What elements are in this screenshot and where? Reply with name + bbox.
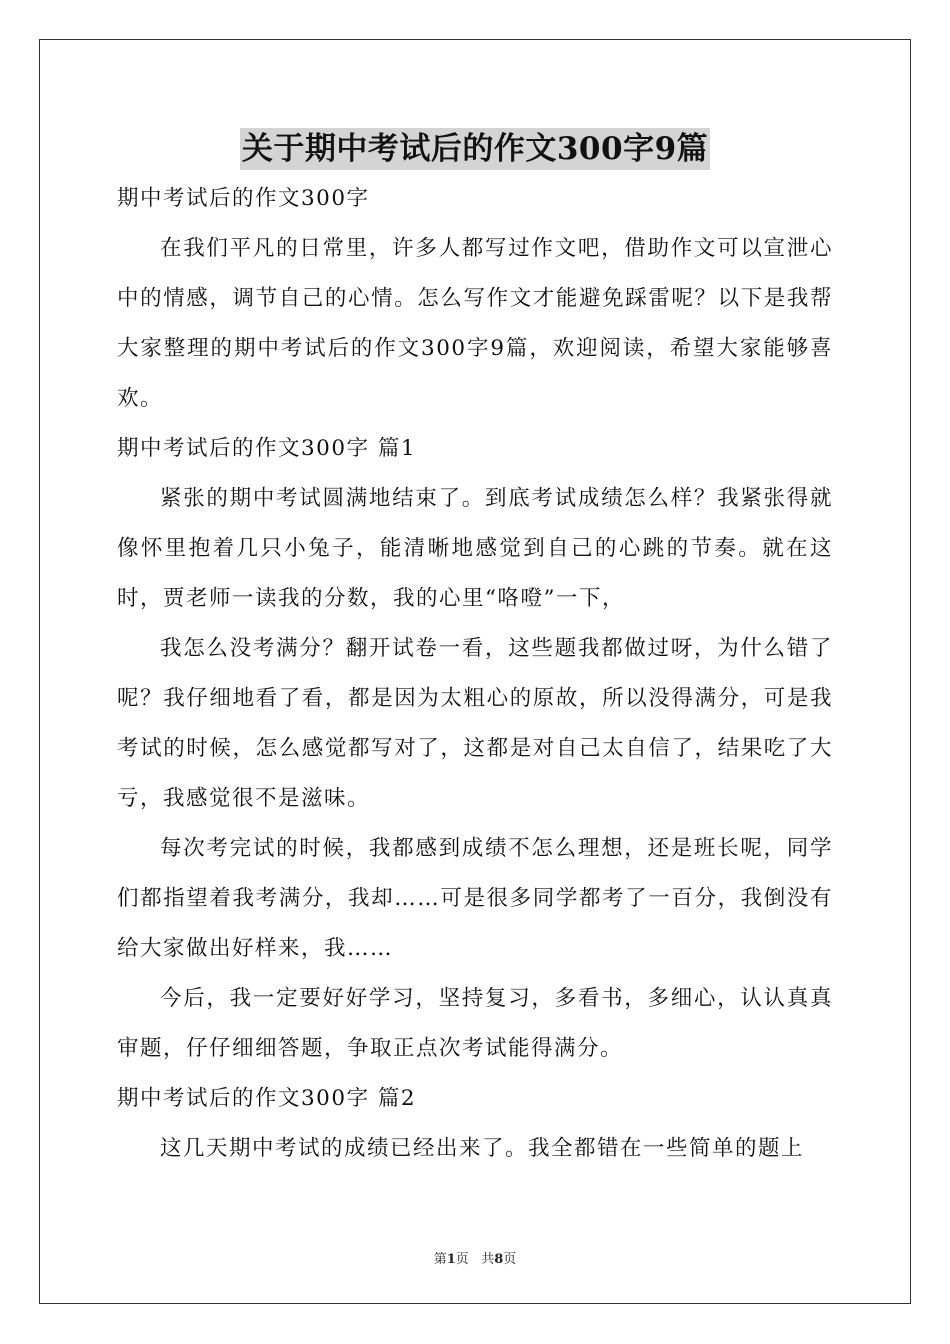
body-paragraph: 我怎么没考满分？翻开试卷一看，这些题我都做过呀，为什么错了呢？我仔细地看了看，都是因为太粗心的原故，所以没得满分，可是我考试的时候，怎么感觉都写对了，这都是对自己太自信了，结果吃了大亏，我感觉很不是滋味。 [117, 636, 833, 811]
section-heading: 期中考试后的作文300字 篇2 [117, 1086, 417, 1111]
section-heading: 期中考试后的作文300字 篇1 [117, 436, 417, 461]
body-paragraph: 这几天期中考试的成绩已经出来了。我全都错在一些简单的题上 [160, 1136, 805, 1161]
body-paragraph: 在我们平凡的日常里，许多人都写过作文吧，借助作文可以宣泄心中的情感，调节自己的心情。怎么写作文才能避免踩雷呢？以下是我帮大家整理的期中考试后的作文300字9篇，欢迎阅读，希望大家能够喜欢。 [117, 236, 833, 411]
document-title: 关于期中考试后的作文300字9篇 [240, 128, 710, 170]
title-container [0, 128, 950, 170]
total-prefix: 共 [481, 1252, 495, 1267]
document-body [117, 174, 833, 1174]
page-number: 1 [446, 1252, 456, 1267]
page-footer [0, 1248, 950, 1267]
page-prefix: 第 [433, 1252, 447, 1267]
body-paragraph: 今后，我一定要好好学习，坚持复习，多看书，多细心，认认真真审题，仔仔细细答题，争取正点次考试能得满分。 [117, 986, 833, 1061]
body-paragraph: 紧张的期中考试圆满地结束了。到底考试成绩怎么样？我紧张得就像怀里抱着几只小兔子，能清晰地感觉到自己的心跳的节奏。就在这时，贾老师一读我的分数，我的心里“咯噔”一下， [117, 486, 833, 611]
body-paragraph: 每次考完试的时候，我都感到成绩不怎么理想，还是班长呢，同学们都指望着我考满分，我却……可是很多同学都考了一百分，我倒没有给大家做出好样来，我…… [117, 836, 833, 961]
total-pages: 8 [494, 1252, 504, 1267]
section-heading: 期中考试后的作文300字 [117, 186, 370, 211]
total-suffix: 页 [503, 1252, 517, 1267]
page-suffix: 页 [455, 1252, 469, 1267]
